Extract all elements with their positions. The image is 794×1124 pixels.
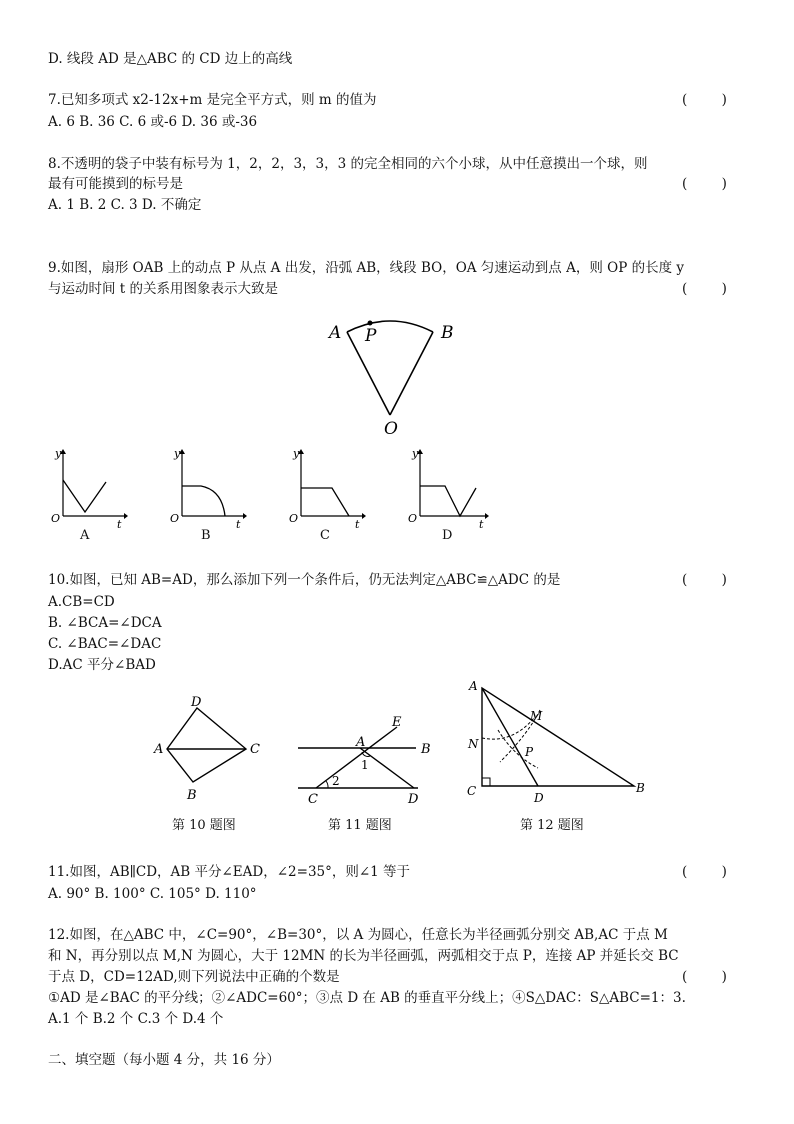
q11-stem: 11.如图，AB∥CD，AB 平分∠EAD，∠2=35°，则∠1 等于 <box>48 864 411 880</box>
section-2-heading: 二、填空题（每小题 4 分，共 16 分） <box>48 1052 280 1068</box>
point-p-dot <box>368 321 373 326</box>
fig11-label-e: E <box>392 715 402 730</box>
axis-t-label: t <box>117 518 122 531</box>
graph-label-d: D <box>442 528 453 543</box>
axis-y-label: y <box>412 447 419 460</box>
graph-label-c: C <box>320 528 330 543</box>
q11-options: A. 90° B. 100° C. 105° D. 110° <box>48 886 257 902</box>
q8-options: A. 1 B. 2 C. 3 D. 不确定 <box>48 197 202 213</box>
q9-sector-figure <box>320 312 470 442</box>
q9-graph-c <box>286 447 366 531</box>
q9-graph-b <box>167 447 247 531</box>
fig12-label-p: P <box>525 745 534 759</box>
fig12-label-d: D <box>534 791 544 805</box>
graph-label-a: A <box>80 528 90 543</box>
q7-options: A. 6 B. 36 C. 6 或-6 D. 36 或-36 <box>48 114 258 130</box>
fig12-label-m: M <box>530 709 543 723</box>
q8-stem-line1: 8.不透明的袋子中装有标号为 1，2，2，3，3，3 的完全相同的六个小球，从中任意摸出一个球，则 <box>48 156 648 172</box>
fig12-label-b: B <box>636 781 645 795</box>
axis-y-label: y <box>293 447 300 460</box>
q7-answer-paren: ( ) <box>682 92 727 108</box>
q12-stem-line3: 于点 D，CD=12AD,则下列说法中正确的个数是 <box>48 969 340 985</box>
q10-answer-paren: ( ) <box>682 572 727 588</box>
axis-y-label: y <box>174 447 181 460</box>
q10-option-b: B. ∠BCA=∠DCA <box>48 615 162 631</box>
fig10-label-b: B <box>187 788 197 803</box>
fig10-caption: 第 10 题图 <box>172 818 236 833</box>
q10-option-d: D.AC 平分∠BAD <box>48 657 156 673</box>
q9-stem-line2: 与运动时间 t 的关系用图象表示大致是 <box>48 281 279 297</box>
graph-b-curve <box>182 486 225 516</box>
fig12-caption: 第 12 题图 <box>520 818 584 833</box>
fig11-label-d: D <box>408 792 419 807</box>
axis-t-label: t <box>355 518 360 531</box>
fig10-quadrilateral <box>150 692 270 812</box>
fig12-label-n: N <box>468 737 479 751</box>
sector-radius-ob <box>390 332 433 415</box>
q8-answer-paren: ( ) <box>682 176 727 192</box>
q10-option-c: C. ∠BAC=∠DAC <box>48 636 162 652</box>
q12-options: A.1 个 B.2 个 C.3 个 D.4 个 <box>48 1011 224 1027</box>
fig10-label-d: D <box>191 695 202 710</box>
origin-label: O <box>408 512 418 525</box>
axis-t-label: t <box>479 518 484 531</box>
graph-a-curve <box>63 480 106 512</box>
axis-t-label: t <box>236 518 241 531</box>
origin-label: O <box>51 512 61 525</box>
fig12-right-triangle <box>462 678 662 808</box>
q9-answer-paren: ( ) <box>682 281 727 297</box>
q10-stem: 10.如图，已知 AB=AD，那么添加下列一个条件后，仍无法判定△ABC≌△ADC 的是 <box>48 572 561 588</box>
q12-answer-paren: ( ) <box>682 969 727 985</box>
label-b: B <box>441 323 454 343</box>
origin-label: O <box>289 512 299 525</box>
q10-option-a: A.CB=CD <box>48 594 115 610</box>
axis-y-label: y <box>55 447 62 460</box>
q12-statements: ①AD 是∠BAC 的平分线；②∠ADC=60°；③点 D 在 AB 的垂直平分线上；④S△DAC：S△ABC=1：3. <box>48 990 686 1006</box>
fig11-angle-2: 2 <box>332 774 340 788</box>
fig11-label-b: B <box>421 742 431 757</box>
fig10-label-a: A <box>154 742 164 757</box>
q11-answer-paren: ( ) <box>682 864 727 880</box>
fig11-parallel-lines <box>292 712 442 808</box>
graph-d-curve <box>420 486 476 516</box>
q7-stem: 7.已知多项式 x2-12x+m 是完全平方式，则 m 的值为 <box>48 92 377 108</box>
fig11-label-a: A <box>356 735 366 750</box>
fig12-label-a: A <box>469 679 478 693</box>
fig11-label-c: C <box>308 792 318 807</box>
label-o: O <box>384 419 398 439</box>
fig11-angle-1: 1 <box>361 758 369 772</box>
q8-stem-line2: 最有可能摸到的标号是 <box>48 176 183 192</box>
origin-label: O <box>170 512 180 525</box>
q6-option-d: D. 线段 AD 是△ABC 的 CD 边上的高线 <box>48 51 293 67</box>
graph-c-curve <box>301 488 349 516</box>
q9-stem-line1: 9.如图，扇形 OAB 上的动点 P 从点 A 出发，沿弧 AB，线段 BO，OA 匀速运动到点 A，则 OP 的长度 y <box>48 260 684 276</box>
sector-arc-ab <box>347 321 433 332</box>
q12-stem-line2: 和 N，再分别以点 M,N 为圆心，大于 12MN 的长为半径画弧，两弧相交于点 P，连接 AP 并延长交 BC <box>48 948 679 964</box>
label-p: P <box>365 326 377 346</box>
q9-graph-a <box>48 447 128 531</box>
q12-stem-line1: 12.如图，在△ABC 中，∠C=90°，∠B=30°，以 A 为圆心，任意长为半径画弧分别交 AB,AC 于点 M <box>48 927 668 943</box>
graph-label-b: B <box>201 528 211 543</box>
label-a: A <box>329 323 342 343</box>
fig12-label-c: C <box>467 784 477 798</box>
fig10-label-c: C <box>250 742 260 757</box>
q9-graph-d <box>405 447 491 531</box>
fig11-caption: 第 11 题图 <box>328 818 392 833</box>
